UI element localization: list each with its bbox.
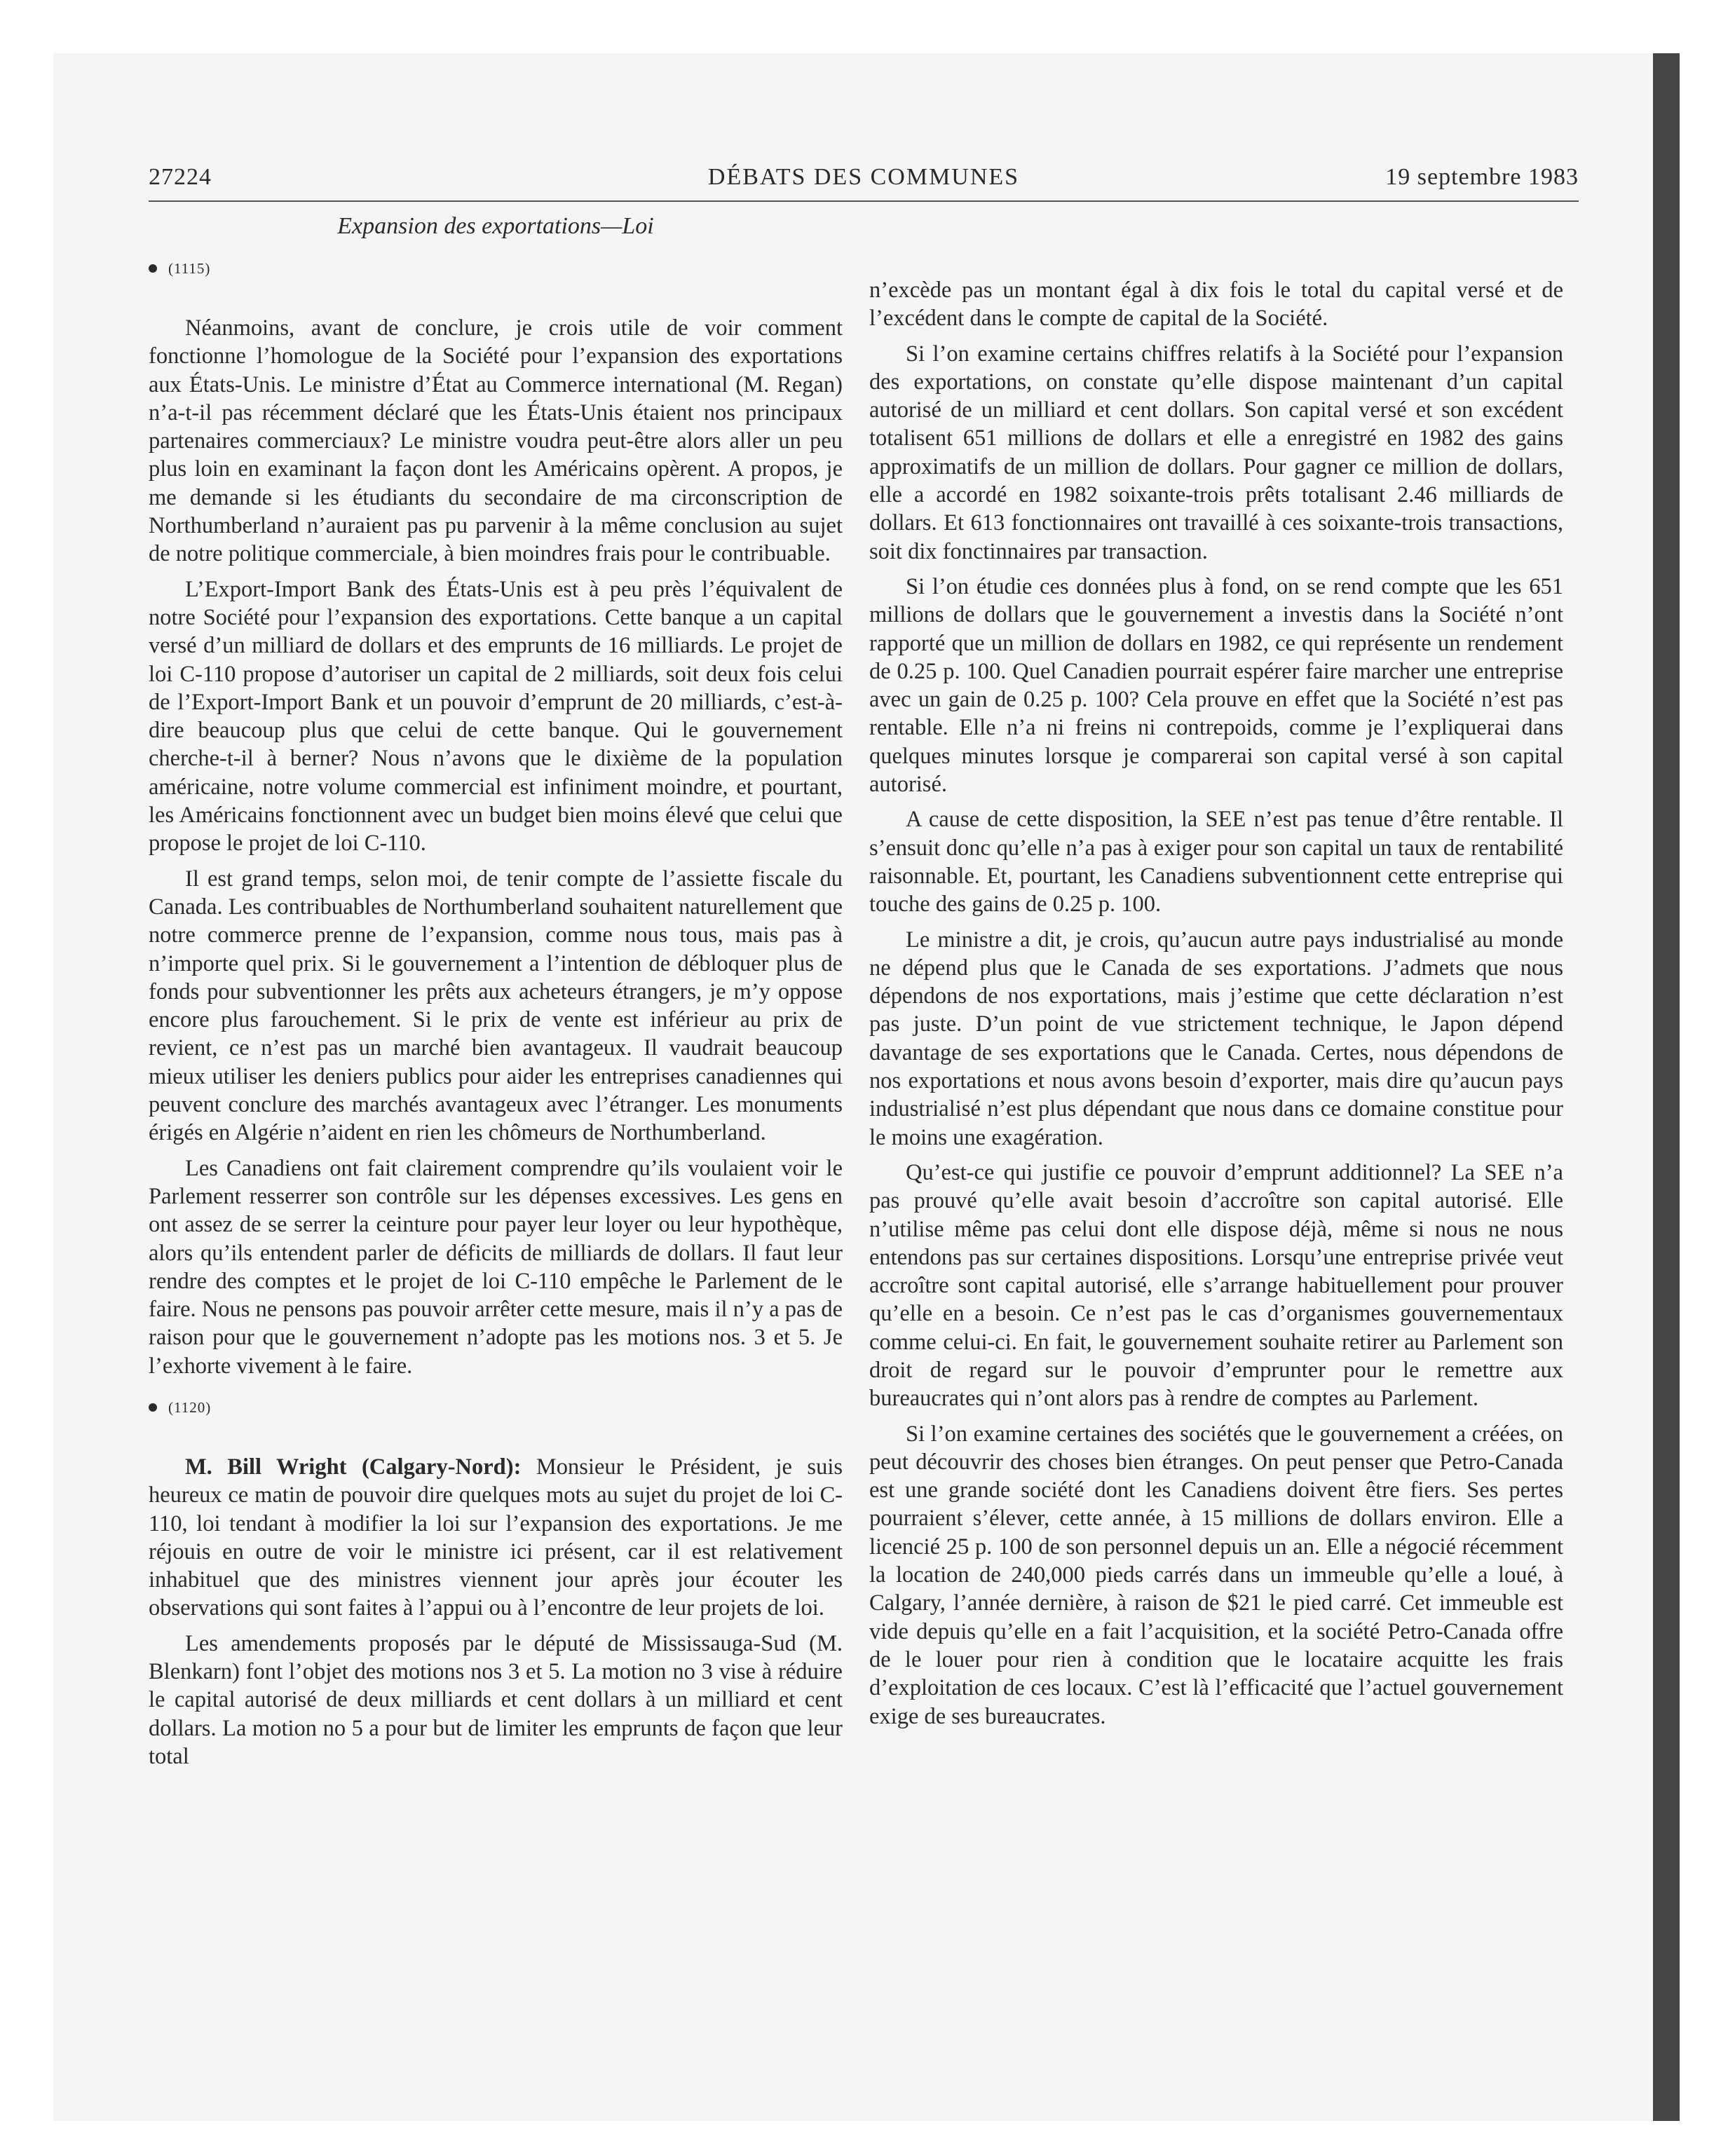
right-column — [869, 252, 1563, 1738]
section-subtitle: Expansion des exportations—Loi — [337, 213, 654, 239]
binding-edge — [1653, 53, 1680, 2121]
paragraph: L’Export-Import Bank des États-Unis est à peu près l’équivalent de notre Société pour l’expansion des exportations. Cette banque a un capital versé d’un milliard de dollars et des emprunts de 16 milliards. Le projet de loi C-110 propose d’autoriser un capital de 2 milliards, soit deux fois celui de l’Export-Import Bank et un pouvoir d’emprunt de 20 milliards, c’est-à-dire beaucoup plus que celui de cette banque. Qui le gouvernement cherche-t-il à berner? Nous n’avons que le dixième de la population américaine, notre volume commercial est infiniment moindre, et pourtant, les Américains fonctionnent avec un budget bien moins élevé que celui que propose le projet de loi C-110. — [149, 576, 843, 857]
speech-text: Monsieur le Président, je suis heureux ce matin de pouvoir dire quelques mots au sujet du projet de loi C-110, loi tendant à modifier la loi sur l’expansion des exportations. Je me réjouis en outre de voir le ministre ici présent, car il est relativement inhabituel que des ministres viennent jour après jour écouter les observations qui sont faites à l’appui ou à l’encontre de leur projets de loi. — [149, 1454, 843, 1621]
page-number: 27224 — [149, 164, 212, 190]
paragraph: Les amendements proposés par le député de Mississauga-Sud (M. Blenkarn) font l’objet des motions nos 3 et 5. La motion no 3 vise à réduire le capital autorisé de deux milliards et cent dollars à un milliard et cent dollars. La motion no 5 a pour but de limiter les emprunts de façon que leur total — [149, 1630, 843, 1769]
paragraph: Néanmoins, avant de conclure, je crois utile de voir comment fonctionne l’homologue de la Société pour l’expansion des exportations aux États-Unis. Le ministre d’État au Commerce international (M. Regan) n’a-t-il pas récemment déclaré que les États-Unis étaient nos principaux partenaires commerciaux? Le ministre voudra peut-être alors aller un peu plus loin en examinant la façon dont les Américains opèrent. A propos, je me demande si les étudiants du secondaire de ma circonscription de Northumberland n’auraient pas pu parvenir à la même conclusion au sujet de notre politique commerciale, à bien moindres frais pour le contribuable. — [149, 315, 843, 567]
paragraph: Les Canadiens ont fait clairement comprendre qu’ils voulaient voir le Parlement resserrer son contrôle sur les dépenses excessives. Les gens en ont assez de se serrer la ceinture pour payer leur loyer ou leur hypothèque, alors qu’ils entendent parler de déficits de milliards de dollars. Il faut leur rendre des comptes et le projet de loi C-110 empêche le Parlement de le faire. Nous ne pensons pas pouvoir arrêter cette mesure, mais il n’y a pas de raison pour que le gouvernement n’adopte pas les motions nos. 3 et 5. Je l’exhorte vivement à le faire. — [149, 1155, 843, 1379]
paragraph: Si l’on étudie ces données plus à fond, on se rend compte que les 651 millions de dollars que le gouvernement a investis dans la Société n’ont rapporté que un million de dollars en 1982, ce qui représente un rendement de 0.25 p. 100. Quel Canadien pourrait espérer faire marcher une entreprise avec un gain de 0.25 p. 100? Cela prouve en effet que la Société n’est pas rentable. Elle n’a ni freins ni contrepoids, comme je l’expliquerai dans quelques minutes lorsque je comparerai son capital versé à son capital autorisé. — [869, 573, 1563, 798]
bullet-icon — [149, 264, 157, 273]
paragraph: Qu’est-ce qui justifie ce pouvoir d’emprunt additionnel? La SEE n’a pas prouvé qu’elle avait besoin d’accroître son capital autorisé. Elle n’utilise même pas celui dont elle dispose déjà, même si nous ne nous entendons pas sur certaines dispositions. Lorsqu’une entreprise privée veut accroître sont capital autorisé, elle s’arrange habituellement pour prouver qu’elle en a besoin. Ce n’est pas le cas d’organismes gouvernementaux comme celui-ci. En fait, le gouvernement souhaite retirer au Parlement son droit de regard sur le pouvoir d’emprunter pour le remettre aux bureaucrates qui n’ont alors pas à rendre de comptes au Parlement. — [869, 1159, 1563, 1412]
speaker-name: M. Bill Wright (Calgary-Nord): — [185, 1454, 522, 1480]
paragraph: A cause de cette disposition, la SEE n’est pas tenue d’être rentable. Il s’ensuit donc qu’elle n’a pas à exiger pour son capital un taux de rentabilité raisonnable. Et, pourtant, les Canadiens subventionnent cette entreprise qui touche des gains de 0.25 p. 100. — [869, 807, 1563, 917]
timestamp-marker — [149, 259, 843, 278]
paragraph: Le ministre a dit, je crois, qu’aucun autre pays industrialisé au monde ne dépend plus que le Canada de ses exportations. J’admets que nous dépendons de nos exportations, mais j’estime que cette déclaration n’est pas juste. D’un point de vue strictement technique, le Japon dépend davantage de ses exportations que le Canada. Certes, nous dépendons de nos exportations et nous avons besoin d’exporter, mais dire qu’aucun pays industrialisé n’est plus dépendant que nous dans ce domaine constitue pour le moins une exagération. — [869, 927, 1563, 1150]
timestamp-text: (1120) — [168, 1398, 212, 1416]
timestamp-text: (1115) — [168, 260, 211, 277]
left-column — [149, 252, 843, 1778]
speech-paragraph — [149, 1453, 843, 1623]
bullet-icon — [149, 1403, 157, 1412]
paragraph: Si l’on examine certains chiffres relatifs à la Société pour l’expansion des exportations, on constate qu’elle dispose maintenant d’un capital autorisé de un milliard et cent dollars. Son capital versé et son excédent totalisent 651 millions de dollars et elle a enregistré en 1982 des gains approximatifs de un million de dollars. Pour gagner ce million de dollars, elle a accordé en 1982 soixante-trois prêts totalisant 2.46 milliards de dollars. Et 613 fonctionnaires ont travaillé à ces soixante-trois transactions, soit dix fonctinnaires par transaction. — [869, 341, 1563, 564]
paragraph: Si l’on examine certaines des sociétés que le gouvernement a créées, on peut découvrir des choses bien étranges. On peut penser que Petro-Canada est une grande société dont les Canadiens doivent être fiers. Ses pertes pourraient s’élever, cette année, à 15 millions de dollars environ. Elle a licencié 25 p. 100 de son personnel depuis un an. Elle a négocié récemment la location de 240,000 pieds carrés dans un immeuble qu’elle a loué, à Calgary, l’année dernière, à raison de $21 le pied carré. Cet immeuble est vide depuis qu’elle en a fait l’acquisition, et la société Petro-Canada offre de le louer pour rien à condition que le locataire acquitte les frais d’exploitation de ces locaux. C’est là l’efficacité que l’actuel gouvernement exige de ses bureaucrates. — [869, 1421, 1563, 1729]
timestamp-marker — [149, 1398, 843, 1417]
paragraph: n’excède pas un montant égal à dix fois le total du capital versé et de l’excédent dans le compte de capital de la Société. — [869, 278, 1563, 332]
publication-title: DÉBATS DES COMMUNES — [707, 164, 1020, 190]
publication-date: 19 septembre 1983 — [1385, 164, 1579, 190]
paragraph: Il est grand temps, selon moi, de tenir compte de l’assiette fiscale du Canada. Les contribuables de Northumberland souhaitent naturellement que notre commerce prenne de l’expansion, comme nous tous, mais pas à n’importe quel prix. Si le gouvernement a l’intention de débloquer plus de fonds pour subventionner les prêts aux acheteurs étrangers, je m’y oppose encore plus farouchement. Si le prix de vente est inférieur au prix de revient, ce n’est pas un marché bien avantageux. Il vaudrait beaucoup mieux utiliser les deniers publics pour aider les entreprises canadiennes qui peuvent conclure des marchés avantageux avec l’étranger. Les monuments érigés en Algérie n’aident en rien les chômeurs de Northumberland. — [149, 866, 843, 1146]
page-header — [149, 164, 1579, 202]
